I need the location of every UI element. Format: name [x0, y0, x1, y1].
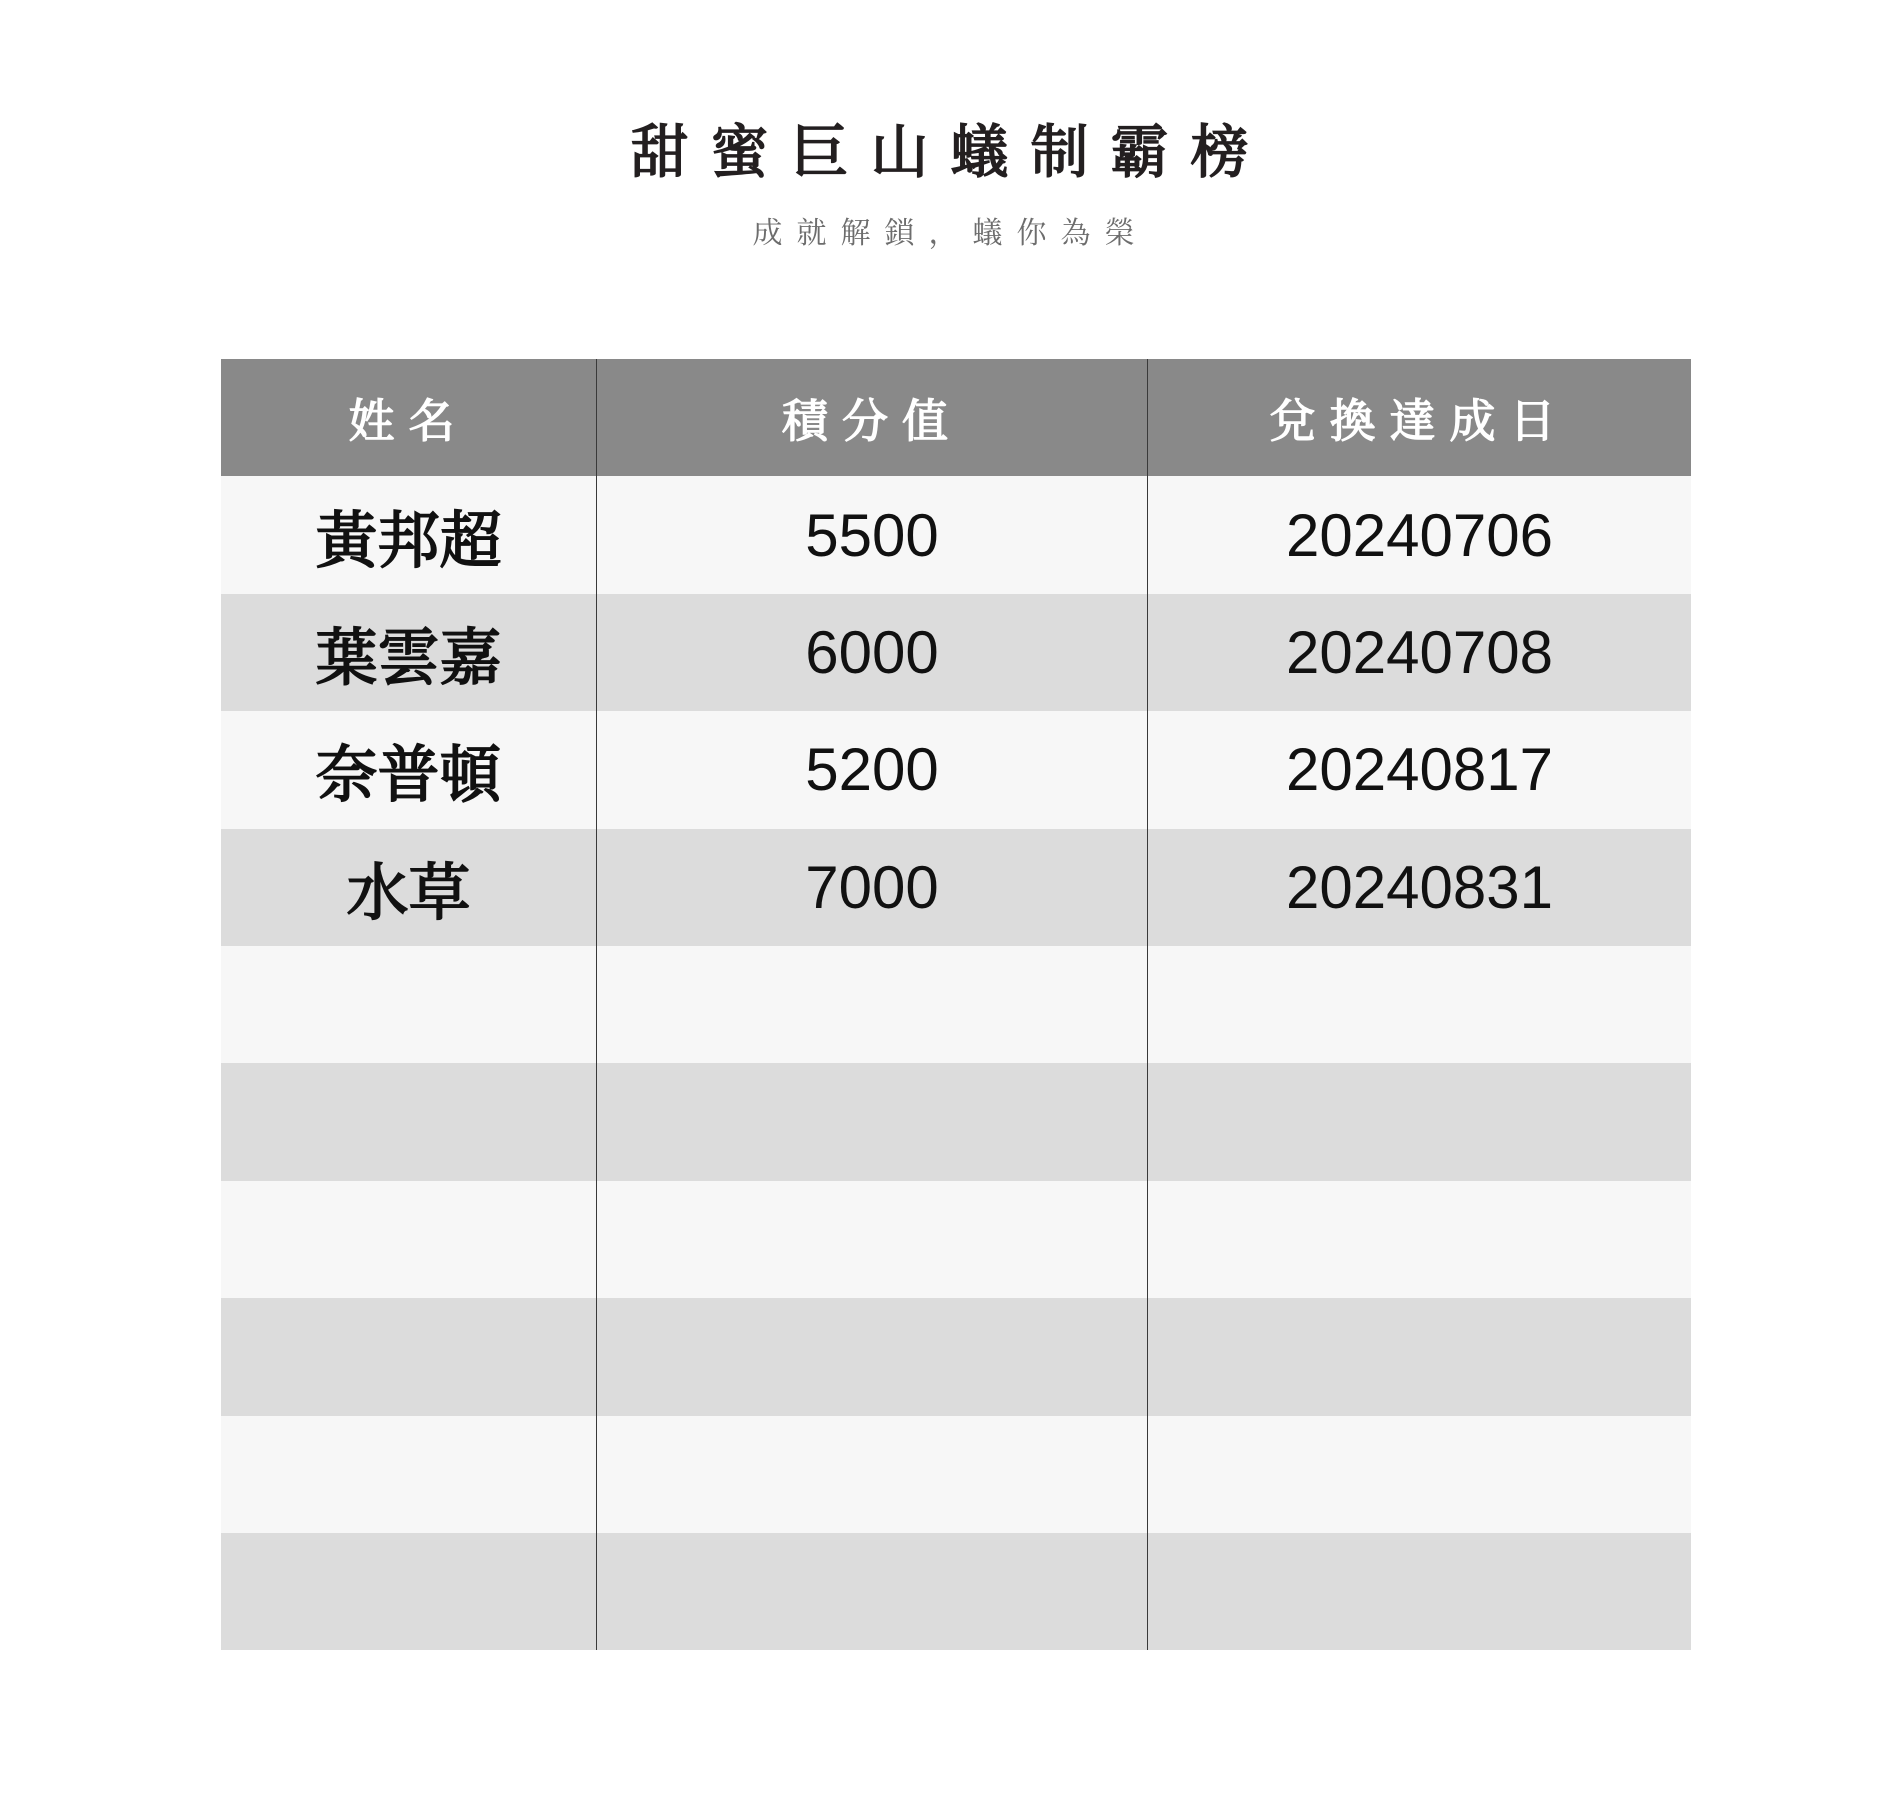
date-cell: 20240831 [1147, 829, 1691, 946]
table-row-empty [221, 1181, 1691, 1298]
table-row-empty [221, 1416, 1691, 1533]
page-title: 甜蜜巨山蟻制霸榜 [630, 118, 1271, 186]
column-header-date: 兌換達成日 [1147, 359, 1691, 476]
date-cell [1147, 1298, 1691, 1415]
name-cell [221, 1063, 596, 1180]
table-row-empty [221, 1298, 1691, 1415]
name-cell [221, 1533, 596, 1650]
points-cell: 7000 [596, 829, 1147, 946]
date-cell [1147, 1063, 1691, 1180]
leaderboard-table [221, 359, 1691, 1650]
date-cell [1147, 1533, 1691, 1650]
points-cell: 5500 [596, 476, 1147, 593]
date-cell [1147, 1416, 1691, 1533]
column-header-name: 姓名 [348, 393, 469, 448]
points-cell [596, 1533, 1147, 1650]
table-row [221, 594, 1691, 711]
date-cell: 20240817 [1147, 711, 1691, 828]
points-cell [596, 946, 1147, 1063]
name-cell: 葉雲嘉 [315, 620, 502, 694]
table-header-row [221, 359, 1691, 476]
points-cell [596, 1298, 1147, 1415]
table-row [221, 711, 1691, 828]
name-cell [221, 1181, 596, 1298]
name-cell [221, 1298, 596, 1415]
name-cell: 奈普頓 [315, 738, 502, 812]
table-row-empty [221, 1533, 1691, 1650]
column-header-points: 積分值 [596, 359, 1147, 476]
name-cell [221, 1416, 596, 1533]
points-cell [596, 1416, 1147, 1533]
table-row-empty [221, 1063, 1691, 1180]
date-cell: 20240708 [1147, 594, 1691, 711]
name-cell [221, 946, 596, 1063]
points-cell [596, 1063, 1147, 1180]
points-cell: 5200 [596, 711, 1147, 828]
date-cell: 20240706 [1147, 476, 1691, 593]
name-cell: 黃邦超 [315, 503, 502, 577]
points-cell [596, 1181, 1147, 1298]
date-cell [1147, 946, 1691, 1063]
table-row [221, 829, 1691, 946]
points-cell: 6000 [596, 594, 1147, 711]
table-row [221, 476, 1691, 593]
page-subtitle: 成就解鎖，蟻你為榮 [752, 216, 1149, 251]
name-cell: 水草 [346, 855, 471, 929]
table-row-empty [221, 946, 1691, 1063]
date-cell [1147, 1181, 1691, 1298]
